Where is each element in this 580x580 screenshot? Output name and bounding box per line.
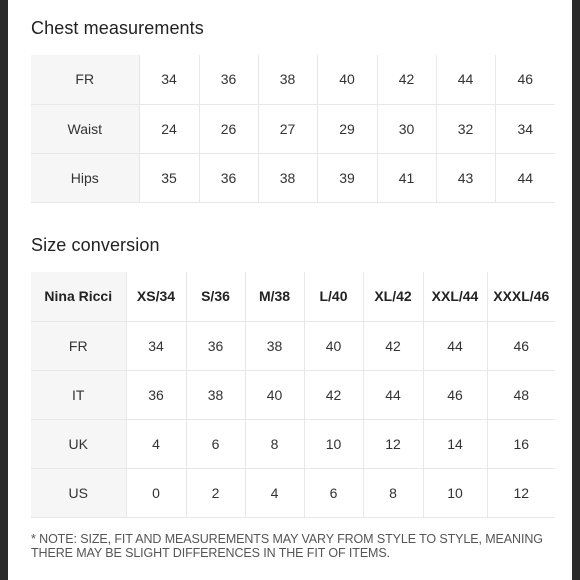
size-header: S/36 (186, 272, 245, 321)
table-cell: 16 (487, 419, 555, 468)
table-cell: 35 (139, 153, 199, 202)
table-cell: 12 (487, 468, 555, 517)
table-cell: 39 (317, 153, 377, 202)
table-cell: 27 (258, 104, 317, 153)
table-cell: 43 (436, 153, 495, 202)
chest-measurements-table (31, 55, 555, 203)
table-cell: 29 (317, 104, 377, 153)
table-row (31, 468, 555, 517)
table-cell: 36 (126, 370, 186, 419)
table-cell: 46 (487, 321, 555, 370)
table-cell: 4 (245, 468, 304, 517)
table-cell: 48 (487, 370, 555, 419)
table-cell: 44 (363, 370, 423, 419)
table-cell: 44 (495, 153, 555, 202)
table-row (31, 370, 555, 419)
table-cell: 34 (126, 321, 186, 370)
table-cell: 38 (258, 55, 317, 104)
table-cell: 8 (363, 468, 423, 517)
size-header: M/38 (245, 272, 304, 321)
row-label: FR (31, 55, 139, 104)
table-cell: 42 (377, 55, 436, 104)
table-cell: 32 (436, 104, 495, 153)
table-cell: 14 (423, 419, 487, 468)
table-cell: 40 (304, 321, 363, 370)
size-header: XS/34 (126, 272, 186, 321)
table-row (31, 321, 555, 370)
table-cell: 36 (199, 153, 258, 202)
table-row (31, 153, 555, 202)
table-row (31, 419, 555, 468)
row-label: IT (31, 370, 126, 419)
size-header: XXXL/46 (487, 272, 555, 321)
table-cell: 42 (304, 370, 363, 419)
fit-disclaimer-note: * NOTE: SIZE, FIT AND MEASUREMENTS MAY VARY FROM STYLE TO STYLE, MEANING THERE MAY BE SLIGHT DIFFERENCES IN THE FIT OF ITEMS. (31, 532, 543, 560)
table-cell: 44 (423, 321, 487, 370)
table-cell: 38 (245, 321, 304, 370)
table-cell: 46 (495, 55, 555, 104)
table-cell: 0 (126, 468, 186, 517)
table-cell: 42 (363, 321, 423, 370)
table-cell: 38 (186, 370, 245, 419)
size-chart-sheet (8, 0, 572, 580)
row-label: Hips (31, 153, 139, 202)
table-cell: 36 (186, 321, 245, 370)
table-cell: 4 (126, 419, 186, 468)
table-cell: 40 (245, 370, 304, 419)
size-header: L/40 (304, 272, 363, 321)
table-cell: 24 (139, 104, 199, 153)
table-cell: 8 (245, 419, 304, 468)
table-cell: 38 (258, 153, 317, 202)
chest-measurements-title: Chest measurements (31, 18, 204, 38)
row-label: UK (31, 419, 126, 468)
size-conversion-title: Size conversion (31, 235, 160, 255)
table-cell: 6 (186, 419, 245, 468)
table-cell: 46 (423, 370, 487, 419)
table-header-row (31, 272, 555, 321)
row-label: FR (31, 321, 126, 370)
size-header: XXL/44 (423, 272, 487, 321)
table-cell: 10 (423, 468, 487, 517)
table-cell: 34 (495, 104, 555, 153)
table-cell: 12 (363, 419, 423, 468)
table-cell: 41 (377, 153, 436, 202)
table-row (31, 55, 555, 104)
table-cell: 30 (377, 104, 436, 153)
table-row (31, 104, 555, 153)
table-cell: 36 (199, 55, 258, 104)
size-header: XL/42 (363, 272, 423, 321)
brand-header: Nina Ricci (31, 272, 126, 321)
table-cell: 10 (304, 419, 363, 468)
row-label: US (31, 468, 126, 517)
row-label: Waist (31, 104, 139, 153)
table-cell: 2 (186, 468, 245, 517)
table-cell: 6 (304, 468, 363, 517)
size-conversion-table (31, 272, 555, 518)
table-cell: 34 (139, 55, 199, 104)
table-cell: 44 (436, 55, 495, 104)
table-cell: 40 (317, 55, 377, 104)
table-cell: 26 (199, 104, 258, 153)
